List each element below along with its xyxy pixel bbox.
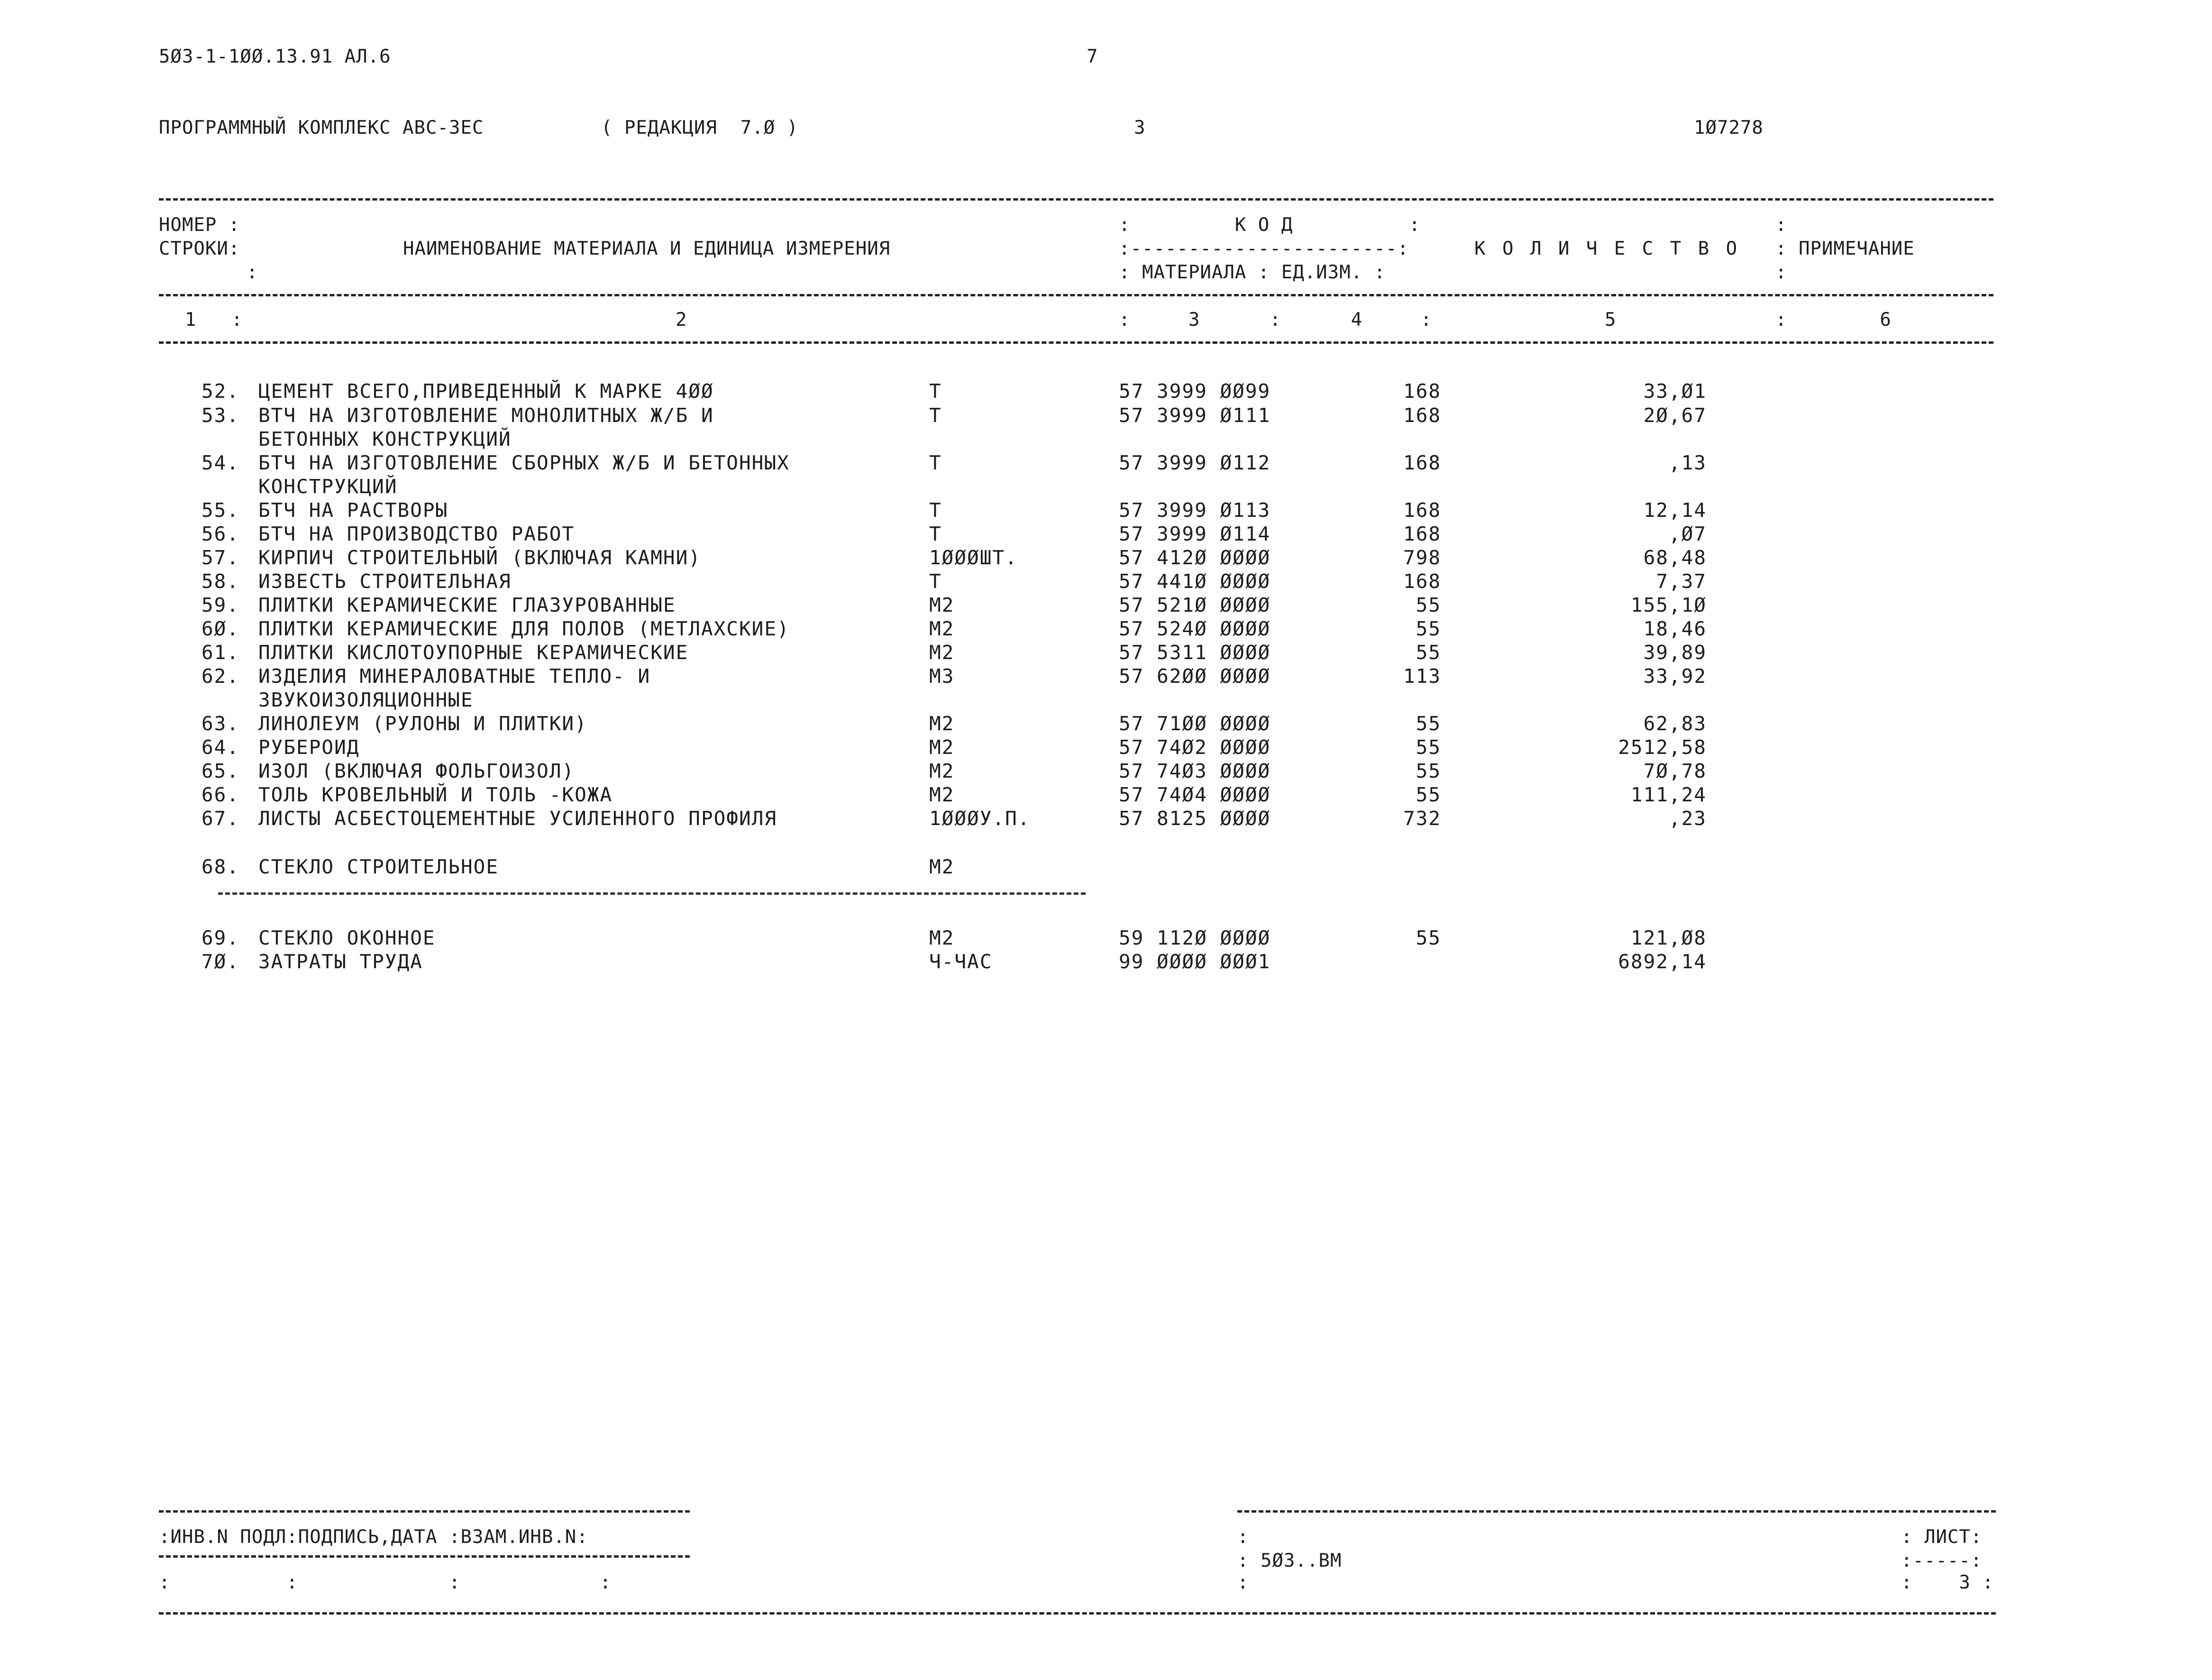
measure-code: 55 [1416,641,1441,664]
column-number-1: 1 : [185,309,243,330]
unit: Т [929,380,942,403]
page-number: 7 [1087,46,1098,67]
material-name: БТЧ НА ПРОИЗВОДСТВО РАБОТ [258,523,575,545]
unit: Т [929,523,942,545]
stamp-header: :ИНВ.N ПОДЛ:ПОДПИСЬ,ДАТА :ВЗАМ.ИНВ.N: [159,1526,588,1548]
unit: М2 [929,783,955,806]
row-number: 57. [201,546,240,569]
material-name: СТЕКЛО СТРОИТЕЛЬНОЕ [258,855,499,878]
sheet-label: : ЛИСТ: [1901,1526,1983,1548]
header-bottom-rule [159,341,1993,344]
unit: М2 [929,712,955,735]
material-code: 57 62ØØ ØØØØ [1119,665,1271,688]
quantity: 7,37 [1656,570,1707,593]
doc-mark-pad-1: : [1237,1526,1249,1548]
unit: М2 [929,855,955,878]
doc-mark: : 5Ø3..ВМ [1237,1550,1342,1571]
material-name: ПЛИТКИ КИСЛОТОУПОРНЫЕ КЕРАМИЧЕСКИЕ [258,641,689,664]
row-number: 7Ø. [201,950,240,973]
material-name-continued: КОНСТРУКЦИЙ [258,475,398,498]
quantity: 7Ø,78 [1643,760,1707,782]
unit: Т [929,499,942,522]
row-68-underline [218,892,1086,895]
measure-code: 55 [1416,712,1441,735]
row-number: 53. [201,404,240,427]
quantity: 62,83 [1643,712,1707,735]
name-column-header: НАИМЕНОВАНИЕ МАТЕРИАЛА И ЕДИНИЦА ИЗМЕРЕНИЯ [403,238,891,259]
measure-code: 168 [1403,570,1441,593]
measure-code: 55 [1416,927,1441,949]
material-code: 99 ØØØØ ØØØ1 [1119,950,1271,973]
unit: 1ØØØШТ. [929,546,1018,569]
material-code: 59 112Ø ØØØØ [1119,927,1271,949]
row-number-header-1: НОМЕР : [159,214,240,236]
document-number: 1Ø7278 [1694,117,1764,138]
material-name: ЗАТРАТЫ ТРУДА [258,950,423,973]
material-name: ЦЕМЕНТ ВСЕГО,ПРИВЕДЕННЫЙ К МАРКЕ 4ØØ [258,380,714,403]
material-name: ЛИНОЛЕУМ (РУЛОНЫ И ПЛИТКИ) [258,712,587,735]
material-name: БТЧ НА РАСТВОРЫ [258,499,448,522]
unit: М3 [929,665,955,688]
row-number-header-2: СТРОКИ: [159,238,240,259]
measure-code: 168 [1403,380,1441,403]
row-number-header-3: : [247,262,258,283]
measure-code: 55 [1416,736,1441,759]
quantity: 121,Ø8 [1630,927,1707,949]
code-header-3: : МАТЕРИАЛА : ЕД.ИЗМ. : [1119,262,1386,283]
row-number: 58. [201,570,240,593]
material-name: ИЗОЛ (ВКЛЮЧАЯ ФОЛЬГОИЗОЛ) [258,760,575,782]
column-number-6: : 6 [1775,309,1892,330]
row-number: 62. [201,665,240,688]
material-name: РУБЕРОИД [258,736,360,759]
sheet-number-footer: : 3 : [1901,1572,1994,1593]
row-number: 56. [201,523,240,545]
unit: Т [929,451,942,474]
material-code: 57 3999 Ø113 [1119,499,1271,522]
quantity: ,13 [1668,451,1707,474]
quantity-column-header: К О Л И Ч Е С Т В О [1474,238,1740,259]
material-code: 57 441Ø ØØØØ [1119,570,1271,593]
measure-code: 55 [1416,783,1441,806]
row-number: 66. [201,783,240,806]
quantity: 39,89 [1643,641,1707,664]
table-top-rule [159,198,1993,201]
quantity: ,23 [1668,807,1707,830]
measure-code: 168 [1403,451,1441,474]
material-name: ПЛИТКИ КЕРАМИЧЕСКИЕ ГЛАЗУРОВАННЫЕ [258,594,676,616]
quantity: 33,92 [1643,665,1707,688]
quantity: 111,24 [1630,783,1707,806]
material-name: ИЗДЕЛИЯ МИНЕРАЛОВАТНЫЕ ТЕПЛО- И [258,665,651,688]
note-header-2: : ПРИМЕЧАНИЕ [1775,238,1915,259]
footer-bottom-rule [159,1612,1996,1615]
material-name: ЛИСТЫ АСБЕСТОЦЕМЕНТНЫЕ УСИЛЕННОГО ПРОФИЛЯ [258,807,777,830]
material-name: КИРПИЧ СТРОИТЕЛЬНЫЙ (ВКЛЮЧАЯ КАМНИ) [258,546,701,569]
quantity: ,Ø7 [1668,523,1707,545]
note-header-3: : [1775,262,1787,283]
quantity: 68,48 [1643,546,1707,569]
doc-mark-pad-3: : [1237,1572,1249,1593]
material-code: 57 412Ø ØØØØ [1119,546,1271,569]
material-code: 57 5311 ØØØØ [1119,641,1271,664]
unit: М2 [929,927,955,949]
measure-code: 55 [1416,617,1441,640]
stamp-cells: : : : : [159,1572,612,1593]
program-edition: ( РЕДАКЦИЯ 7.Ø ) [601,117,799,138]
row-number: 67. [201,807,240,830]
note-header-1: : [1775,214,1787,236]
unit: М2 [929,736,955,759]
quantity: 2512,58 [1618,736,1707,759]
header-divider-rule [159,294,1993,296]
material-name: ИЗВЕСТЬ СТРОИТЕЛЬНАЯ [258,570,512,593]
unit: М2 [929,617,955,640]
material-code: 57 3999 Ø111 [1119,404,1271,427]
material-code: 57 74Ø3 ØØØØ [1119,760,1271,782]
quantity: 155,1Ø [1630,594,1707,616]
quantity: 2Ø,67 [1643,404,1707,427]
material-name: ТОЛЬ КРОВЕЛЬНЫЙ И ТОЛЬ -КОЖА [258,783,613,806]
material-name: СТЕКЛО ОКОННОЕ [258,927,436,949]
material-name: БТЧ НА ИЗГОТОВЛЕНИЕ СБОРНЫХ Ж/Б И БЕТОННЫХ [258,451,790,474]
code-header-2: :-----------------------: [1119,238,1409,259]
material-code: 57 71ØØ ØØØØ [1119,712,1271,735]
sheet-divider: :-----: [1901,1550,1983,1571]
measure-code: 168 [1403,523,1441,545]
row-number: 55. [201,499,240,522]
titleblock-top-rule [1237,1510,1996,1513]
row-number: 69. [201,927,240,949]
unit: Т [929,570,942,593]
measure-code: 113 [1403,665,1441,688]
row-number: 61. [201,641,240,664]
row-number: 52. [201,380,240,403]
unit: 1ØØØУ.П. [929,807,1031,830]
material-code: 57 3999 Ø114 [1119,523,1271,545]
measure-code: 168 [1403,499,1441,522]
material-name-continued: ЗВУКОИЗОЛЯЦИОННЫЕ [258,689,474,711]
material-code: 57 74Ø2 ØØØØ [1119,736,1271,759]
material-code: 57 74Ø4 ØØØØ [1119,783,1271,806]
unit: Т [929,404,942,427]
material-code: 57 3999 Ø112 [1119,451,1271,474]
program-name: ПРОГРАММНЫЙ КОМПЛЕКС АВС-ЗЕС [159,117,484,138]
stamp-top-rule [159,1510,690,1513]
document-code: 5Ø3-1-1ØØ.13.91 АЛ.6 [159,46,391,67]
quantity: 12,14 [1643,499,1707,522]
column-number-3-4: : 3 : 4 : [1119,309,1432,330]
row-number: 54. [201,451,240,474]
row-number: 6Ø. [201,617,240,640]
unit: М2 [929,594,955,616]
quantity: 6892,14 [1618,950,1707,973]
measure-code: 55 [1416,760,1441,782]
material-code: 57 3999 ØØ99 [1119,380,1271,403]
column-number-2: 2 [676,309,687,330]
unit: М2 [929,760,955,782]
material-name-continued: БЕТОННЫХ КОНСТРУКЦИЙ [258,428,512,450]
row-number: 64. [201,736,240,759]
unit: Ч-ЧАС [929,950,993,973]
material-code: 57 524Ø ØØØØ [1119,617,1271,640]
row-number: 63. [201,712,240,735]
unit: М2 [929,641,955,664]
material-name: ВТЧ НА ИЗГОТОВЛЕНИЕ МОНОЛИТНЫХ Ж/Б И [258,404,714,427]
quantity: 33,Ø1 [1643,380,1707,403]
row-number: 65. [201,760,240,782]
quantity: 18,46 [1643,617,1707,640]
column-number-5: 5 [1605,309,1617,330]
measure-code: 732 [1403,807,1441,830]
material-name: ПЛИТКИ КЕРАМИЧЕСКИЕ ДЛЯ ПОЛОВ (МЕТЛАХСКИЕ) [258,617,790,640]
material-code: 57 8125 ØØØØ [1119,807,1271,830]
sheet-number: 3 [1134,117,1146,138]
material-code: 57 521Ø ØØØØ [1119,594,1271,616]
stamp-mid-rule [159,1555,690,1558]
row-number: 59. [201,594,240,616]
code-header-1: : К О Д : [1119,214,1421,236]
measure-code: 55 [1416,594,1441,616]
measure-code: 168 [1403,404,1441,427]
row-number: 68. [201,855,240,878]
measure-code: 798 [1403,546,1441,569]
